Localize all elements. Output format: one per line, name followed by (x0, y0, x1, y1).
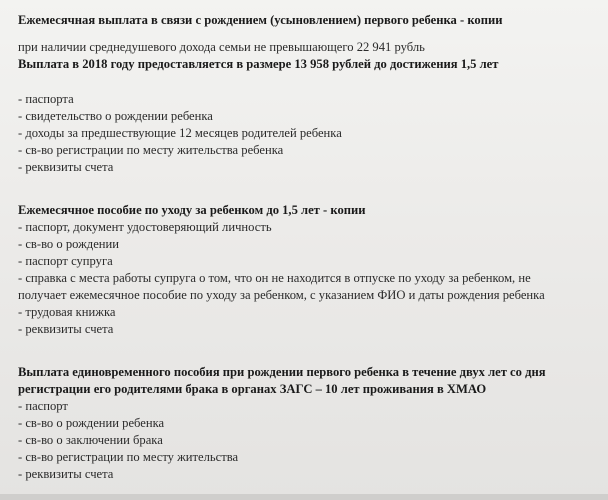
list-item: - реквизиты счета (18, 467, 114, 481)
section2-list (18, 219, 603, 338)
list-item: - доходы за предшествующие 12 месяцев родителей ребенка (18, 126, 342, 140)
sheet-bottom-edge (0, 494, 608, 500)
list-item: - справка с места работы супруга о том, что он не находится в отпуске по уходу за ребенком, не (18, 271, 531, 285)
section1-subtitle: при наличии среднедушевого дохода семьи не превышающего 22 941 рубль (18, 40, 425, 54)
section3-title-line1: Выплата единовременного пособия при рождении первого ребенка в течение двух лет со дня (18, 365, 546, 379)
list-item: - св-во регистрации по месту жительства ребенка (18, 143, 284, 157)
document-page (18, 12, 603, 483)
section1-list (18, 91, 603, 176)
list-item: - реквизиты счета (18, 322, 114, 336)
list-item: - паспорт (18, 399, 68, 413)
list-item: - трудовая книжка (18, 305, 116, 319)
section1-amount: Выплата в 2018 году предоставляется в размере 13 958 рублей до достижения 1,5 лет (18, 57, 499, 71)
list-item: - паспорт супруга (18, 254, 113, 268)
list-item: - паспорта (18, 92, 74, 106)
section3-list (18, 398, 603, 483)
list-item: получает ежемесячное пособие по уходу за ребенком, с указанием ФИО и даты рождения ребенка (18, 288, 545, 302)
section3-title-line2: регистрации его родителями брака в органах ЗАГС – 10 лет проживания в ХМАО (18, 382, 487, 396)
list-item: - св-во регистрации по месту жительства (18, 450, 239, 464)
list-item: - св-во о заключении брака (18, 433, 163, 447)
list-item: - св-во о рождении ребенка (18, 416, 165, 430)
list-item: - реквизиты счета (18, 160, 114, 174)
section2-title: Ежемесячное пособие по уходу за ребенком до 1,5 лет - копии (18, 203, 366, 217)
list-item: - паспорт, документ удостоверяющий личность (18, 220, 272, 234)
section1-title: Ежемесячная выплата в связи с рождением (усыновлением) первого ребенка - копии (18, 13, 503, 27)
list-item: - свидетельство о рождении ребенка (18, 109, 213, 123)
list-item: - св-во о рождении (18, 237, 120, 251)
